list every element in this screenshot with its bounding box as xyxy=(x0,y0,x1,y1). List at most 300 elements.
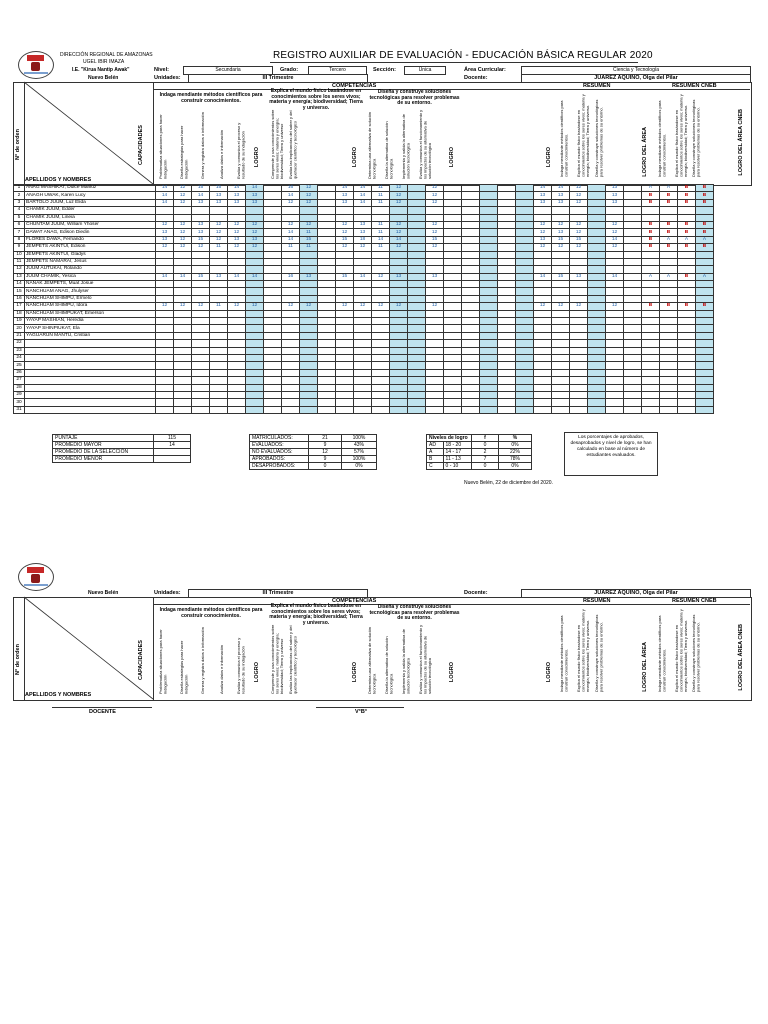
table-row xyxy=(14,273,714,280)
table-cell: B xyxy=(642,221,660,228)
table-cell xyxy=(534,406,552,413)
table-cell xyxy=(660,214,678,221)
table-cell xyxy=(552,266,570,273)
table-cell: 30 xyxy=(14,399,25,406)
table-cell xyxy=(624,258,642,265)
table-cell xyxy=(192,332,210,339)
table-cell: 12 xyxy=(282,199,300,206)
table-cell: 12 xyxy=(336,229,354,236)
table-cell xyxy=(624,406,642,413)
table-cell xyxy=(588,369,606,376)
table-cell xyxy=(354,288,372,295)
table-cell xyxy=(264,199,282,206)
table-cell xyxy=(408,236,426,243)
table-cell: 12 xyxy=(300,192,318,199)
table-cell xyxy=(354,251,372,258)
orden-header: N° de orden xyxy=(15,129,21,160)
table-cell xyxy=(408,229,426,236)
table-cell: 23 xyxy=(14,347,25,354)
table-cell xyxy=(498,340,516,347)
table-cell xyxy=(300,288,318,295)
table-cell xyxy=(228,340,246,347)
table-cell xyxy=(498,258,516,265)
table-cell: 12 xyxy=(552,221,570,228)
table-cell: 18 xyxy=(14,310,25,317)
table-cell: B xyxy=(642,229,660,236)
table-cell: CHAMIK JUUM, Lineia xyxy=(25,214,156,221)
table-cell: 11 xyxy=(372,199,390,206)
table-cell xyxy=(588,207,606,214)
table-cell: 14 xyxy=(228,273,246,280)
table-cell: B xyxy=(660,221,678,228)
table-cell xyxy=(588,266,606,273)
table-cell xyxy=(570,207,588,214)
table-cell: 11 xyxy=(372,229,390,236)
table-cell xyxy=(336,207,354,214)
comp2-header: Explica el mundo físico basándose en conocimientos sobre los seres vivos; materia y energía; biodiversidad; Tierra y universo. xyxy=(269,88,363,111)
table-cell: JEMPETS AKINTUI, Gladys xyxy=(25,251,156,258)
table-cell: 12 xyxy=(174,185,192,192)
table-cell xyxy=(300,325,318,332)
vb-signature-label: V°B° xyxy=(355,709,368,715)
unidades-field-2: III Trimestre xyxy=(188,589,368,598)
table-cell xyxy=(462,310,480,317)
table-cell xyxy=(192,399,210,406)
table-cell xyxy=(552,318,570,325)
table-cell xyxy=(390,266,408,273)
docente-label: Docente: xyxy=(464,75,488,81)
table-cell xyxy=(570,369,588,376)
table-cell: 14 xyxy=(354,199,372,206)
table-cell xyxy=(462,391,480,398)
table-cell xyxy=(390,318,408,325)
table-cell xyxy=(318,310,336,317)
table-cell: NANCHUAM SHIMPUKAT, Emerson xyxy=(25,310,156,317)
table-cell xyxy=(606,362,624,369)
stats-enrollment: MATRICULADOS: 21 100% EVALUADOS: 9 43% NO EVALUADOS: 12 57% APROBADOS: 9 100% DESAPROBADOS: 0 0% xyxy=(249,434,377,470)
table-cell xyxy=(408,377,426,384)
table-cell xyxy=(174,369,192,376)
table-cell xyxy=(228,207,246,214)
table-cell xyxy=(624,391,642,398)
table-cell: 15 xyxy=(552,273,570,280)
table-cell xyxy=(624,288,642,295)
table-cell xyxy=(462,266,480,273)
table-cell: NANCHUAM ANAG, Jhulyser xyxy=(25,288,156,295)
table-cell: 5 xyxy=(14,214,25,221)
table-cell xyxy=(246,369,264,376)
table-cell xyxy=(534,340,552,347)
table-cell: 16 xyxy=(282,273,300,280)
table-cell xyxy=(228,332,246,339)
table-cell: 12 xyxy=(174,199,192,206)
table-cell xyxy=(498,406,516,413)
table-cell xyxy=(318,244,336,251)
table-cell xyxy=(246,391,264,398)
table-cell xyxy=(588,281,606,288)
table-cell xyxy=(282,295,300,302)
table-row xyxy=(14,295,714,302)
table-cell xyxy=(390,214,408,221)
table-cell xyxy=(25,362,156,369)
table-cell xyxy=(426,340,444,347)
table-cell xyxy=(372,310,390,317)
docente-signature-label: DOCENTE xyxy=(89,709,116,715)
table-cell xyxy=(210,288,228,295)
table-cell xyxy=(156,266,174,273)
table-cell xyxy=(336,384,354,391)
page-title: REGISTRO AUXILIAR DE EVALUACIÓN - EDUCACIÓN BÁSICA REGULAR 2020 xyxy=(273,50,653,61)
table-cell xyxy=(156,214,174,221)
table-cell xyxy=(480,354,498,361)
table-cell xyxy=(210,251,228,258)
table-cell xyxy=(606,377,624,384)
table-cell xyxy=(696,391,714,398)
table-cell xyxy=(246,318,264,325)
table-cell xyxy=(534,318,552,325)
table-cell: 14 xyxy=(156,185,174,192)
table-cell xyxy=(192,377,210,384)
table-cell xyxy=(210,207,228,214)
table-cell: 11 xyxy=(372,221,390,228)
resumen-cneb-header-2: RESUMEN CNEB xyxy=(672,598,717,604)
table-cell xyxy=(462,347,480,354)
table-cell xyxy=(156,281,174,288)
table-cell: 18 xyxy=(354,236,372,243)
table-cell xyxy=(300,340,318,347)
table-cell xyxy=(516,384,534,391)
table-cell xyxy=(390,377,408,384)
table-cell xyxy=(642,332,660,339)
table-cell: B xyxy=(696,229,714,236)
capability-headers-2: Problematiza situaciones para hacer indagación Diseña estrategias para hacer indagación Genera y registra datos o información Analiza datos e información Evalúa y comunica el proceso y resultado de su indagación LOGRO Comprende y usa conocimientos sobre los seres vivos; materia y energía; biodiversidad; Tierra y universo Evalúa las implicancias del saber y del quehacer científico y tecnológico LOGRO Determina una alternativa de solución tecnológica Diseña la alternativa de solución tecnológica Implementa y valida la alternativa de solución tecnológica Evalúa y comunica el funcionamiento y los impactos de su alternativa de solución tecnológica LOGRO LOGRO Indaga mendiante métodos científicos para construir conocimientos. Explica el mundo físico basándose en conocimientos sobre los seres vivos; materia y energía; biodiversidad; Tierra y universo. Diseña y construye soluciones tecnológicas para resolver problemas de su entorno. LOGRO DEL ÁREA Indaga mendiante métodos científicos para construir conocimientos. Explica el mundo físico basándose en conocimientos sobre los seres vivos; materia y energía; biodiversidad; Tierra y universo. Diseña y construye soluciones tecnológicas para resolver problemas de su entorno. LOGRO DEL ÁREA CNEB xyxy=(158,609,744,694)
table-cell xyxy=(372,362,390,369)
table-cell xyxy=(516,362,534,369)
table-cell: 12 xyxy=(426,229,444,236)
table-cell xyxy=(246,399,264,406)
table-cell xyxy=(588,362,606,369)
table-cell xyxy=(156,288,174,295)
table-cell xyxy=(516,406,534,413)
table-cell xyxy=(480,362,498,369)
table-cell xyxy=(588,310,606,317)
table-cell: 13 xyxy=(14,273,25,280)
table-cell xyxy=(228,391,246,398)
table-cell xyxy=(624,281,642,288)
table-cell xyxy=(372,214,390,221)
table-cell xyxy=(444,384,462,391)
table-cell xyxy=(282,266,300,273)
table-cell xyxy=(354,399,372,406)
table-cell xyxy=(192,251,210,258)
table-cell xyxy=(264,251,282,258)
table-cell xyxy=(174,266,192,273)
table-cell xyxy=(480,303,498,310)
table-cell: 12 xyxy=(570,221,588,228)
table-cell xyxy=(570,281,588,288)
table-cell xyxy=(516,318,534,325)
table-row xyxy=(14,251,714,258)
table-cell xyxy=(588,377,606,384)
table-cell xyxy=(660,288,678,295)
table-cell: 12 xyxy=(570,229,588,236)
table-cell xyxy=(354,332,372,339)
table-cell xyxy=(174,377,192,384)
table-cell xyxy=(264,303,282,310)
table-cell xyxy=(354,207,372,214)
table-cell: 14 xyxy=(534,185,552,192)
table-cell xyxy=(516,310,534,317)
table-cell xyxy=(282,362,300,369)
table-cell: 14 xyxy=(14,281,25,288)
table-cell xyxy=(570,362,588,369)
table-cell xyxy=(588,221,606,228)
table-cell xyxy=(570,251,588,258)
table-cell xyxy=(516,273,534,280)
table-cell: 12 xyxy=(174,192,192,199)
table-cell xyxy=(462,399,480,406)
table-cell xyxy=(480,391,498,398)
table-cell: 14 xyxy=(354,192,372,199)
table-cell xyxy=(264,236,282,243)
table-cell xyxy=(156,295,174,302)
table-cell: 10 xyxy=(14,251,25,258)
table-cell: 22 xyxy=(14,340,25,347)
table-cell xyxy=(516,207,534,214)
table-cell: 15 xyxy=(336,236,354,243)
table-row xyxy=(14,185,714,192)
table-cell: 24 xyxy=(14,354,25,361)
table-cell: B xyxy=(642,303,660,310)
table-cell: 13 xyxy=(210,192,228,199)
comp2-header-2: Explica el mundo físico basándose en conocimientos sobre los seres vivos; materia y energía; biodiversidad; Tierra y universo. xyxy=(269,603,363,626)
table-cell xyxy=(696,281,714,288)
table-cell: 12 xyxy=(300,221,318,228)
table-cell xyxy=(174,295,192,302)
table-cell xyxy=(570,332,588,339)
table-cell xyxy=(318,185,336,192)
table-cell xyxy=(174,384,192,391)
table-cell: YAYAP SHINPIUKAT, Ela xyxy=(25,325,156,332)
table-cell: 12 xyxy=(426,221,444,228)
table-cell: NANCHUAM SHIMPU, Idora xyxy=(25,303,156,310)
table-cell xyxy=(462,318,480,325)
comp3-header: Diseña y construye soluciones tecnológicas para resolver problemas de su entorno. xyxy=(369,89,460,106)
table-cell xyxy=(408,266,426,273)
table-cell xyxy=(156,332,174,339)
stats-left: PUNTAJE 115 PROMEDIO MAYOR 14 PROMEDIO DE LA SELECCIÓN PROMEDIO MENOR xyxy=(52,434,191,463)
table-cell: 12 xyxy=(426,192,444,199)
table-cell: 13 xyxy=(534,199,552,206)
table-cell xyxy=(588,318,606,325)
table-cell xyxy=(444,362,462,369)
table-cell xyxy=(642,325,660,332)
table-cell xyxy=(426,310,444,317)
table-cell: 14 xyxy=(192,192,210,199)
table-cell xyxy=(282,325,300,332)
table-cell xyxy=(336,251,354,258)
table-cell: 13 xyxy=(336,192,354,199)
table-cell: NANAK JEMPETS, Muat Josue xyxy=(25,281,156,288)
table-cell xyxy=(444,332,462,339)
table-cell xyxy=(660,362,678,369)
table-cell: 12 xyxy=(174,303,192,310)
table-cell: B xyxy=(660,199,678,206)
table-cell: B xyxy=(696,221,714,228)
table-cell xyxy=(606,406,624,413)
table-cell xyxy=(408,273,426,280)
table-cell xyxy=(696,332,714,339)
table-cell xyxy=(696,369,714,376)
table-cell xyxy=(588,399,606,406)
table-cell xyxy=(210,332,228,339)
table-cell xyxy=(498,229,516,236)
table-cell xyxy=(264,295,282,302)
table-cell xyxy=(498,295,516,302)
table-cell xyxy=(408,406,426,413)
table-cell: JEMPETS AKINTUI, Edison xyxy=(25,244,156,251)
table-cell: B xyxy=(678,303,696,310)
table-cell xyxy=(444,214,462,221)
table-cell xyxy=(642,399,660,406)
table-cell xyxy=(25,391,156,398)
table-cell xyxy=(534,266,552,273)
table-cell xyxy=(534,391,552,398)
table-cell xyxy=(174,214,192,221)
table-cell xyxy=(624,340,642,347)
table-cell xyxy=(696,340,714,347)
table-cell xyxy=(336,377,354,384)
table-cell: 12 xyxy=(174,229,192,236)
table-cell xyxy=(264,406,282,413)
table-cell xyxy=(156,347,174,354)
table-cell xyxy=(498,362,516,369)
table-cell xyxy=(210,258,228,265)
table-cell xyxy=(696,214,714,221)
table-cell xyxy=(192,258,210,265)
table-cell xyxy=(696,399,714,406)
table-cell xyxy=(516,354,534,361)
table-cell xyxy=(588,332,606,339)
table-cell xyxy=(498,391,516,398)
table-cell xyxy=(480,288,498,295)
table-row xyxy=(14,362,714,369)
table-cell xyxy=(426,377,444,384)
table-cell xyxy=(462,258,480,265)
table-cell xyxy=(264,185,282,192)
table-cell xyxy=(642,288,660,295)
table-cell xyxy=(264,325,282,332)
table-cell xyxy=(318,340,336,347)
table-row xyxy=(14,199,714,206)
table-cell: 8 xyxy=(14,236,25,243)
table-cell xyxy=(264,273,282,280)
table-cell xyxy=(660,354,678,361)
table-cell xyxy=(354,354,372,361)
table-cell xyxy=(336,406,354,413)
table-cell xyxy=(318,273,336,280)
table-cell xyxy=(462,207,480,214)
table-cell xyxy=(300,295,318,302)
table-cell: B xyxy=(678,185,696,192)
table-cell xyxy=(156,362,174,369)
table-cell: 13 xyxy=(570,273,588,280)
table-cell xyxy=(210,362,228,369)
table-cell xyxy=(588,384,606,391)
table-cell xyxy=(228,318,246,325)
table-cell: 13 xyxy=(552,229,570,236)
table-cell xyxy=(516,295,534,302)
table-cell xyxy=(408,399,426,406)
table-cell xyxy=(588,347,606,354)
table-cell xyxy=(444,221,462,228)
grades-table xyxy=(13,184,714,414)
table-cell xyxy=(156,310,174,317)
table-cell xyxy=(426,281,444,288)
table-cell xyxy=(444,251,462,258)
table-cell: 17 xyxy=(14,303,25,310)
table-cell xyxy=(408,325,426,332)
table-cell: 13 xyxy=(246,192,264,199)
table-cell xyxy=(372,391,390,398)
table-cell xyxy=(318,347,336,354)
table-cell xyxy=(300,399,318,406)
table-cell xyxy=(354,325,372,332)
table-cell xyxy=(25,377,156,384)
table-cell xyxy=(480,281,498,288)
table-cell xyxy=(318,229,336,236)
table-cell: 12 xyxy=(300,303,318,310)
table-cell xyxy=(606,354,624,361)
direccion-text: DIRECCIÓN REGIONAL DE AMAZONAS xyxy=(60,52,153,58)
table-cell xyxy=(444,340,462,347)
table-cell xyxy=(444,295,462,302)
table-cell: 13 xyxy=(426,273,444,280)
table-cell xyxy=(408,318,426,325)
table-cell xyxy=(372,384,390,391)
table-cell: 12 xyxy=(246,229,264,236)
table-cell xyxy=(228,266,246,273)
table-cell xyxy=(570,406,588,413)
table-cell xyxy=(516,236,534,243)
table-cell xyxy=(570,340,588,347)
table-cell xyxy=(318,295,336,302)
unidades-label-2: Unidades: xyxy=(154,590,181,596)
table-cell xyxy=(660,310,678,317)
table-cell xyxy=(390,281,408,288)
table-cell: JEMPETS NAMARAI, Jesus xyxy=(25,258,156,265)
table-cell xyxy=(174,207,192,214)
table-cell xyxy=(318,192,336,199)
table-cell xyxy=(660,369,678,376)
table-cell: 14 xyxy=(336,185,354,192)
table-cell xyxy=(480,273,498,280)
table-cell xyxy=(444,369,462,376)
table-cell xyxy=(516,251,534,258)
table-cell xyxy=(264,207,282,214)
table-cell xyxy=(246,362,264,369)
unidades-field: III Trimestre xyxy=(188,74,368,83)
table-cell: 12 xyxy=(14,266,25,273)
table-cell xyxy=(588,288,606,295)
table-cell xyxy=(174,288,192,295)
table-cell xyxy=(228,369,246,376)
table-cell xyxy=(408,199,426,206)
table-cell xyxy=(552,288,570,295)
docente-field-2: JUAREZ AQUINO, Olga del Pilar xyxy=(521,589,751,598)
table-cell xyxy=(660,318,678,325)
table-row xyxy=(14,288,714,295)
